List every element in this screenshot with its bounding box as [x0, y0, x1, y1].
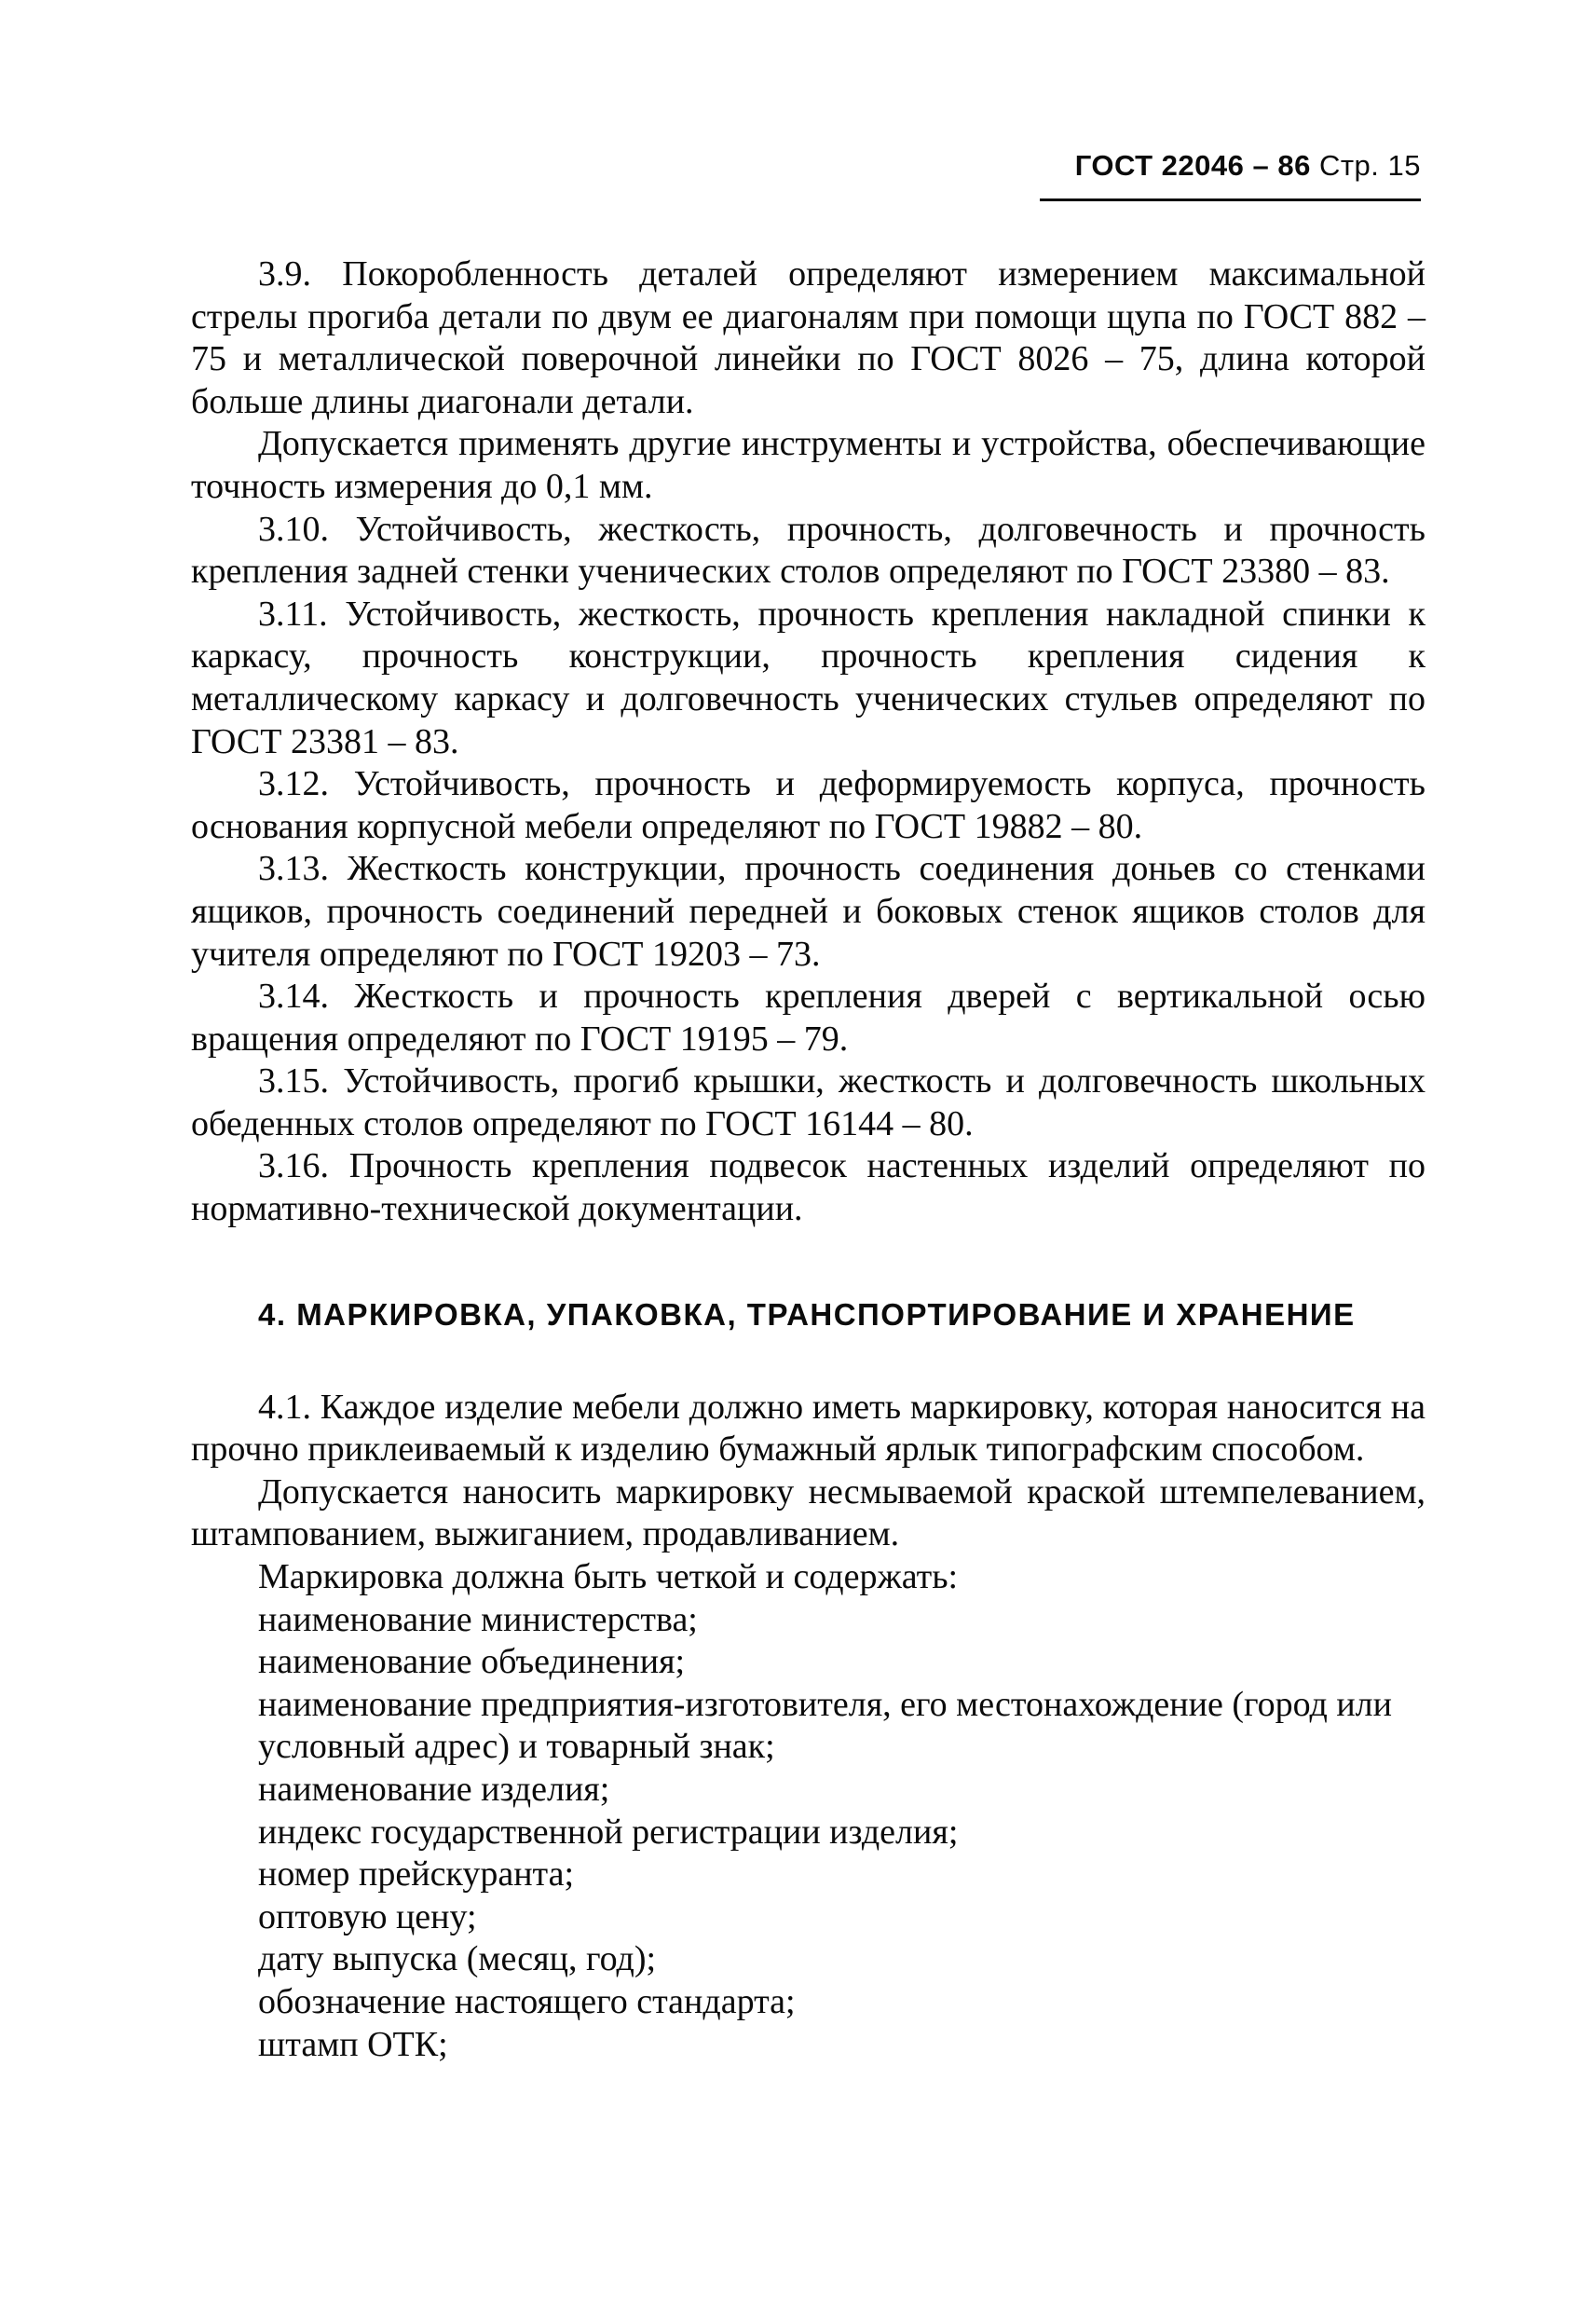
- paragraph-3-12: 3.12. Устойчивость, прочность и деформируемость корпуса, прочность основания корпусной мебели определяют по ГОСТ 19882 – 80.: [191, 764, 1425, 846]
- page-number: Стр. 15: [1318, 149, 1421, 182]
- paragraph-4-1: 4.1. Каждое изделие мебели должно иметь маркировку, которая наносится на прочно приклеиваемый к изделию бумажный ярлык типографским способом.: [191, 1387, 1425, 1470]
- page-header: [1075, 151, 1421, 180]
- list-item: наименование изделия;: [258, 1770, 610, 1809]
- list-item: дату выпуска (месяц, год);: [258, 1939, 657, 1979]
- paragraph-3-11: 3.11. Устойчивость, жесткость, прочность крепления накладной спинки к каркасу, прочность конструкции, прочность крепления сидения к металлическому каркасу и долговечность ученических стульев определяют по ГОСТ 23381 – 83.: [191, 594, 1425, 761]
- paragraph-4-1-note: Допускается наносить маркировку несмываемой краской штемпелеванием, штампованием, выжиганием, продавливанием.: [191, 1471, 1425, 1554]
- paragraph-3-9-note: Допускается применять другие инструменты и устройства, обеспечивающие точность измерения до 0,1 мм.: [191, 424, 1425, 506]
- marking-list: [191, 1599, 1425, 2067]
- paragraph-3-14: 3.14. Жесткость и прочность крепления дверей с вертикальной осью вращения определяют по ГОСТ 19195 – 79.: [191, 977, 1425, 1059]
- list-item: наименование министерства;: [258, 1599, 698, 1639]
- paragraph-3-9: 3.9. Покоробленность деталей определяют измерением максимальной стрелы прогиба детали по двум ее диагоналям при помощи щупа по ГОСТ 882 – 75 и металлической поверочной линейки по ГОСТ 8026 – 75, длина которой больше длины диагонали детали.: [191, 254, 1425, 421]
- standard-number: ГОСТ 22046 – 86: [1074, 149, 1311, 182]
- paragraph-3-10: 3.10. Устойчивость, жесткость, прочность, долговечность и прочность крепления задней стенки ученических столов определяют по ГОСТ 23380 – 83.: [191, 509, 1425, 592]
- list-item: индекс государственной регистрации изделия;: [258, 1812, 959, 1852]
- list-item: наименование предприятия-изготовителя, его местонахождение (город или условный адрес) и товарный знак;: [258, 1684, 1392, 1767]
- list-item: штамп ОТК;: [258, 2024, 448, 2064]
- paragraph-3-15: 3.15. Устойчивость, прогиб крышки, жесткость и долговечность школьных обеденных столов определяют по ГОСТ 16144 – 80.: [191, 1061, 1425, 1143]
- list-item: номер прейскуранта;: [258, 1854, 575, 1895]
- paragraph-4-1-list-intro: Маркировка должна быть четкой и содержать:: [258, 1557, 959, 1597]
- list-item: обозначение настоящего стандарта;: [258, 1981, 796, 2021]
- list-item: оптовую цену;: [258, 1896, 477, 1936]
- paragraph-3-16: 3.16. Прочность крепления подвесок настенных изделий определяют по нормативно-технической документации.: [191, 1146, 1425, 1229]
- list-item: наименование объединения;: [258, 1642, 686, 1682]
- paragraph-3-13: 3.13. Жесткость конструкции, прочность соединения доньев со стенками ящиков, прочность соединений передней и боковых стенок ящиков столов для учителя определяют по ГОСТ 19203 – 73.: [191, 849, 1425, 974]
- document-body: [191, 253, 1425, 2066]
- header-rule: [1040, 198, 1421, 201]
- section-4-heading: 4. МАРКИРОВКА, УПАКОВКА, ТРАНСПОРТИРОВАНИЕ И ХРАНЕНИЕ: [258, 1296, 1356, 1332]
